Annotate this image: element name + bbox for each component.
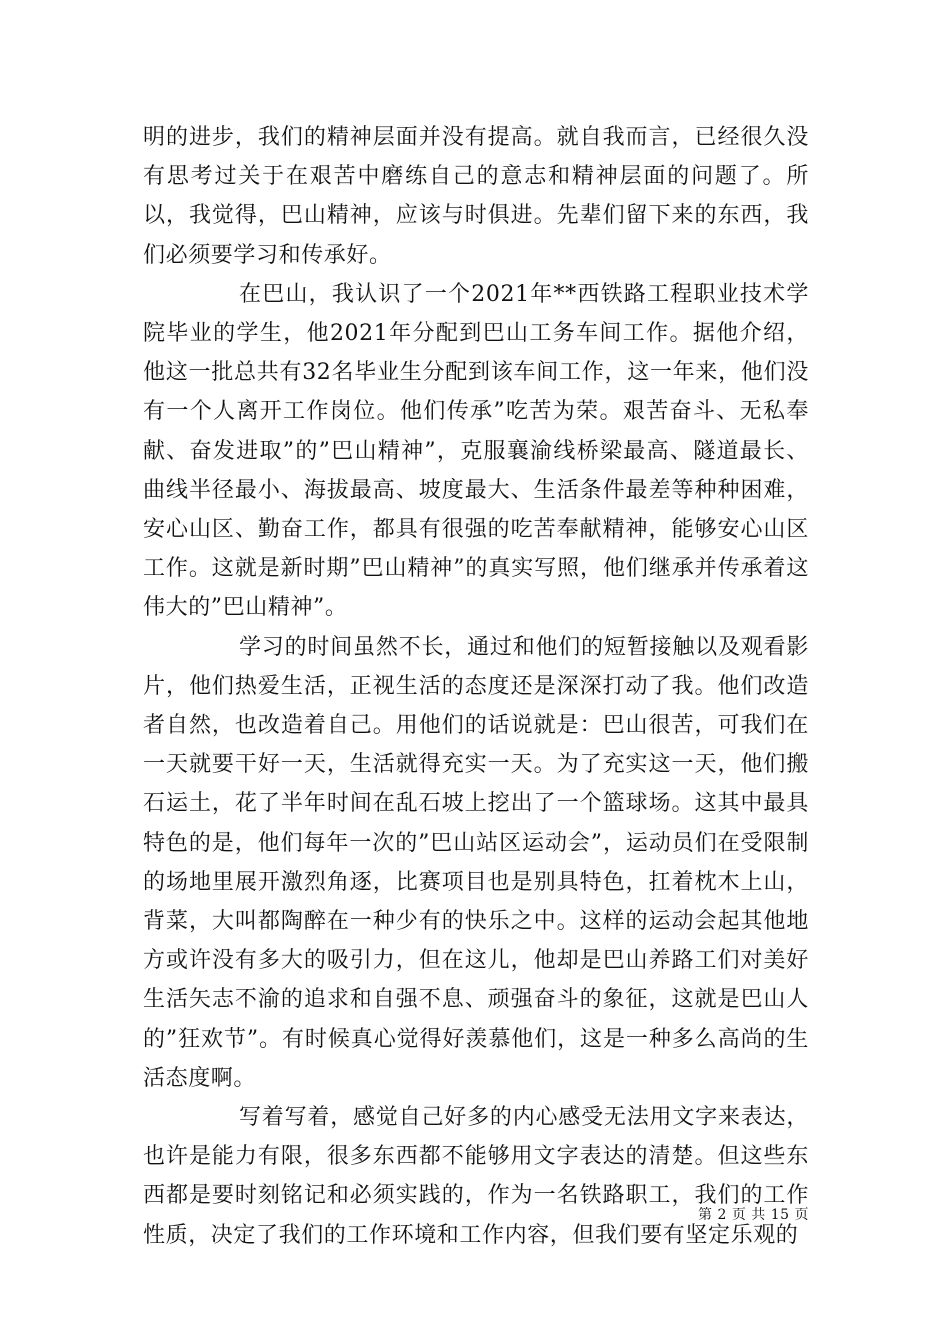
body-text: [143, 118, 809, 1255]
page-number-footer: 第 2 页 共 15 页: [698, 1207, 809, 1223]
paragraph-2: 在巴山，我认识了一个2021年**西铁路工程职业技术学院毕业的学生，他2021年分配到巴山工务车间工作。据他介绍，他这一批总共有32名毕业生分配到该车间工作，这一年来，他们没有一个人离开工作岗位。他们传承”吃苦为荣。艰苦奋斗、无私奉献、奋发进取”的”巴山精神”，克服襄渝线桥梁最高、隧道最长、曲线半径最小、海拔最高、坡度最大、生活条件最差等种种困难，安心山区、勤奋工作，都具有很强的吃苦奉献精神，能够安心山区工作。这就是新时期”巴山精神”的真实写照，他们继承并传承着这伟大的”巴山精神”。: [143, 281, 809, 621]
paragraph-4: 写着写着，感觉自己好多的内心感受无法用文字来表达，也许是能力有限，很多东西都不能够用文字表达的清楚。但这些东西都是要时刻铭记和必须实践的，作为一名铁路职工，我们的工作性质，决定了我们的工作环境和工作内容，但我们要有坚定乐观的: [143, 1105, 809, 1248]
paragraph-3: 学习的时间虽然不长，通过和他们的短暂接触以及观看影片，他们热爱生活，正视生活的态度还是深深打动了我。他们改造者自然，也改造着自己。用他们的话说就是：巴山很苦，可我们在一天就要干好一天，生活就得充实一天。为了充实这一天，他们搬石运土，花了半年时间在乱石坡上挖出了一个篮球场。这其中最具特色的是，他们每年一次的”巴山站区运动会”，运动员们在受限制的场地里展开激烈角逐，比赛项目也是别具特色，扛着枕木上山，背菜，大叫都陶醉在一种少有的快乐之中。这样的运动会起其他地方或许没有多大的吸引力，但在这儿，他却是巴山养路工们对美好生活矢志不渝的追求和自强不息、顽强奋斗的象征，这就是巴山人的”狂欢节”。有时候真心觉得好羡慕他们，这是一种多么高尚的生活态度啊。: [143, 634, 809, 1091]
paragraph-1: 明的进步，我们的精神层面并没有提高。就自我而言，已经很久没有思考过关于在艰苦中磨练自己的意志和精神层面的问题了。所以，我觉得，巴山精神，应该与时俱进。先辈们留下来的东西，我们必须要学习和传承好。: [143, 125, 809, 268]
